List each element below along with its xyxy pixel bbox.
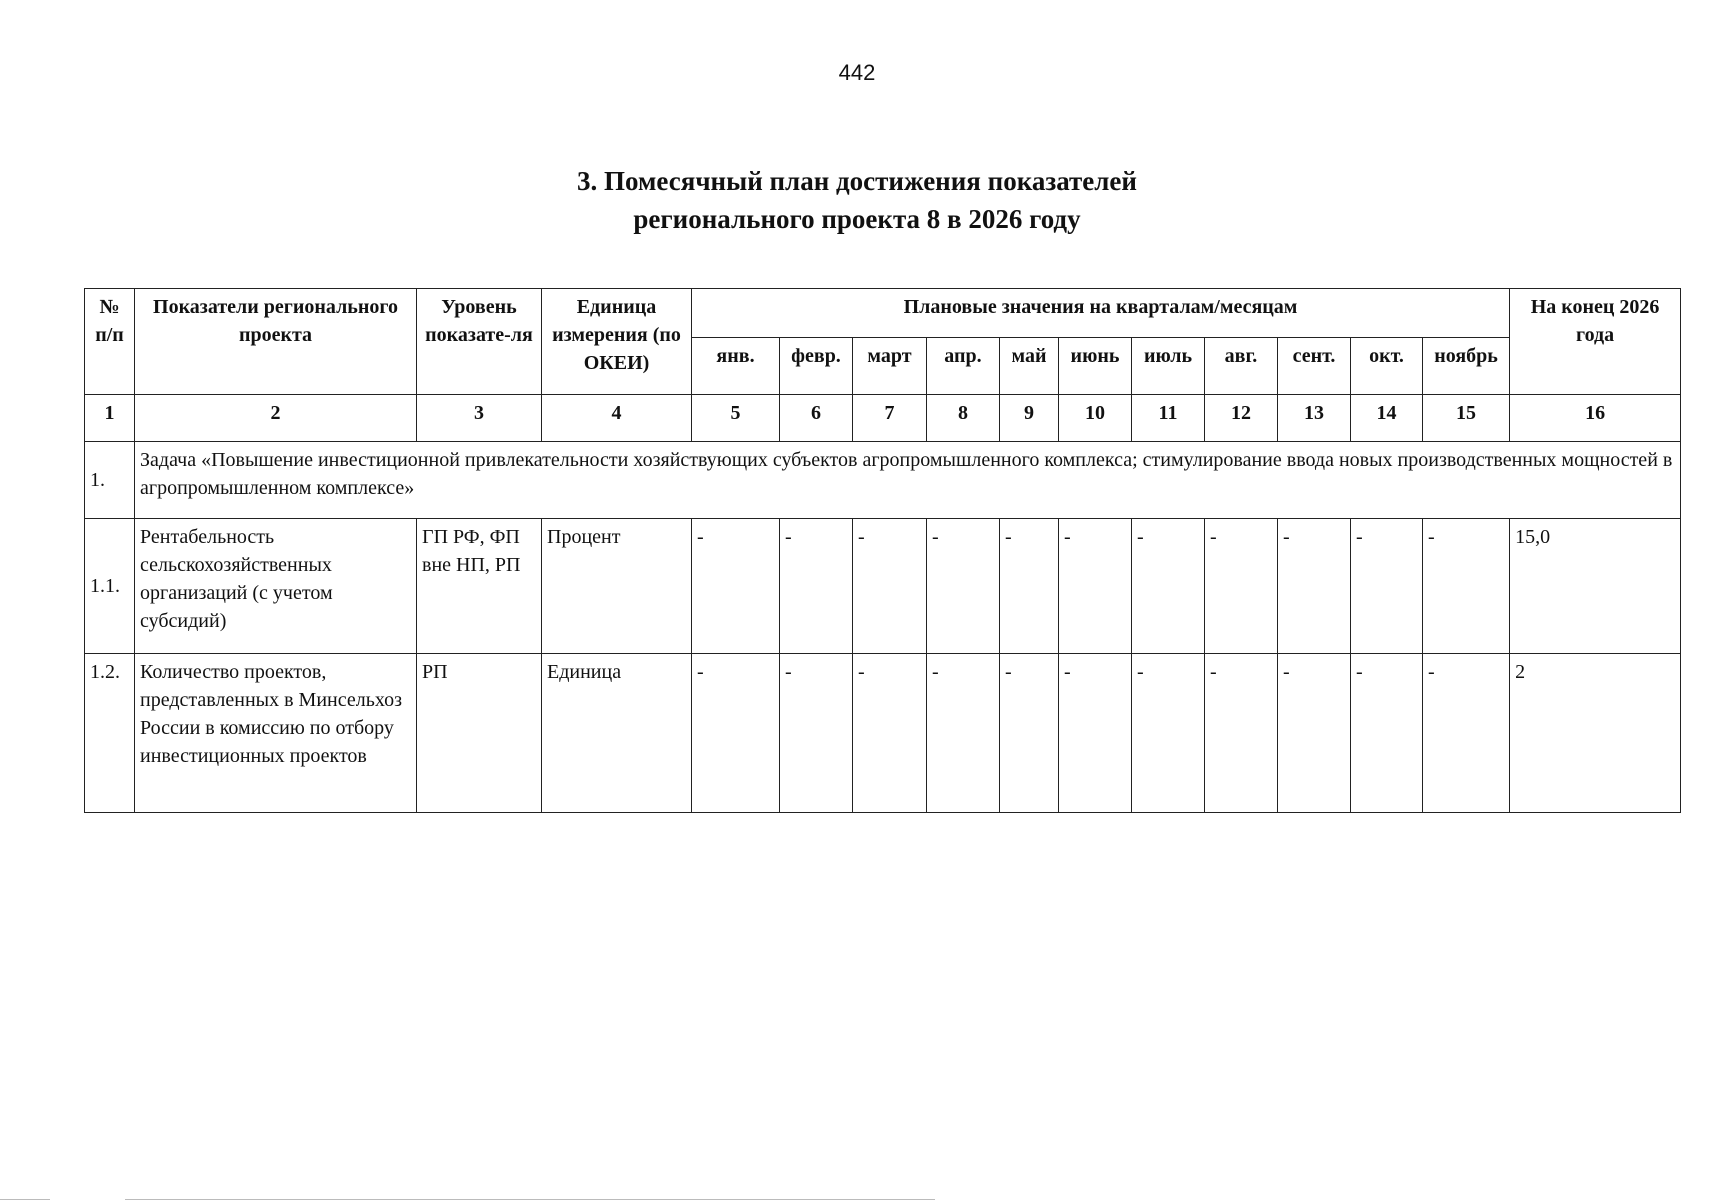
header-month: авг.	[1205, 338, 1278, 395]
column-number: 4	[542, 395, 692, 442]
header-month: февр.	[780, 338, 853, 395]
row-end-value: 15,0	[1510, 519, 1681, 654]
row-unit: Процент	[542, 519, 692, 654]
column-number: 7	[853, 395, 927, 442]
title-line-2: регионального проекта 8 в 2026 году	[633, 204, 1081, 234]
header-month: май	[1000, 338, 1059, 395]
row-month-value: -	[692, 654, 780, 813]
task-text: Задача «Повышение инвестиционной привлекательности хозяйствующих субъектов агропромышленного комплекса; стимулирование ввода новых производственных мощностей в агропромышленном комплексе»	[135, 442, 1681, 519]
column-number: 1	[85, 395, 135, 442]
table-row	[85, 654, 1681, 813]
title-line-1: 3. Помесячный план достижения показателей	[577, 166, 1137, 196]
row-level: РП	[417, 654, 542, 813]
row-month-value: -	[853, 519, 927, 654]
row-month-value: -	[1205, 519, 1278, 654]
column-number: 11	[1132, 395, 1205, 442]
column-number: 12	[1205, 395, 1278, 442]
header-month: июль	[1132, 338, 1205, 395]
row-level: ГП РФ, ФП вне НП, РП	[417, 519, 542, 654]
header-month: окт.	[1351, 338, 1423, 395]
column-number: 3	[417, 395, 542, 442]
row-month-value: -	[1278, 654, 1351, 813]
header-month: сент.	[1278, 338, 1351, 395]
column-number: 6	[780, 395, 853, 442]
header-month: апр.	[927, 338, 1000, 395]
row-month-value: -	[1205, 654, 1278, 813]
column-number: 15	[1423, 395, 1510, 442]
task-index: 1.	[85, 442, 135, 519]
row-month-value: -	[927, 654, 1000, 813]
header-end-of-year: На конец 2026 года	[1510, 289, 1681, 395]
row-month-value: -	[1000, 654, 1059, 813]
header-num: № п/п	[85, 289, 135, 395]
header-level: Уровень показате-ля	[417, 289, 542, 395]
column-number-row	[85, 395, 1681, 442]
header-row-1	[85, 289, 1681, 338]
row-month-value: -	[1059, 654, 1132, 813]
row-month-value: -	[1278, 519, 1351, 654]
task-row	[85, 442, 1681, 519]
row-month-value: -	[692, 519, 780, 654]
row-end-value: 2	[1510, 654, 1681, 813]
column-number: 5	[692, 395, 780, 442]
row-month-value: -	[927, 519, 1000, 654]
column-number: 9	[1000, 395, 1059, 442]
row-month-value: -	[1059, 519, 1132, 654]
document-title	[0, 162, 1714, 238]
column-number: 8	[927, 395, 1000, 442]
row-month-value: -	[1000, 519, 1059, 654]
row-month-value: -	[780, 519, 853, 654]
column-number: 10	[1059, 395, 1132, 442]
header-month: ноябрь	[1423, 338, 1510, 395]
monthly-plan-table	[84, 288, 1681, 813]
row-index: 1.2.	[85, 654, 135, 813]
header-indicator: Показатели регионального проекта	[135, 289, 417, 395]
table-row	[85, 519, 1681, 654]
column-number: 14	[1351, 395, 1423, 442]
header-unit: Единица измерения (по ОКЕИ)	[542, 289, 692, 395]
row-indicator: Рентабельность сельскохозяйственных организаций (с учетом субсидий)	[135, 519, 417, 654]
row-unit: Единица	[542, 654, 692, 813]
row-month-value: -	[1132, 654, 1205, 813]
header-month: янв.	[692, 338, 780, 395]
row-index: 1.1.	[85, 519, 135, 654]
header-planned-values: Плановые значения на кварталам/месяцам	[692, 289, 1510, 338]
row-month-value: -	[1132, 519, 1205, 654]
row-month-value: -	[780, 654, 853, 813]
column-number: 16	[1510, 395, 1681, 442]
row-month-value: -	[1423, 654, 1510, 813]
column-number: 13	[1278, 395, 1351, 442]
row-indicator: Количество проектов, представленных в Минсельхоз России в комиссию по отбору инвестиционных проектов	[135, 654, 417, 813]
row-month-value: -	[1351, 519, 1423, 654]
row-month-value: -	[1351, 654, 1423, 813]
header-month: март	[853, 338, 927, 395]
column-number: 2	[135, 395, 417, 442]
row-month-value: -	[1423, 519, 1510, 654]
row-month-value: -	[853, 654, 927, 813]
header-month: июнь	[1059, 338, 1132, 395]
page-number: 442	[838, 60, 876, 85]
